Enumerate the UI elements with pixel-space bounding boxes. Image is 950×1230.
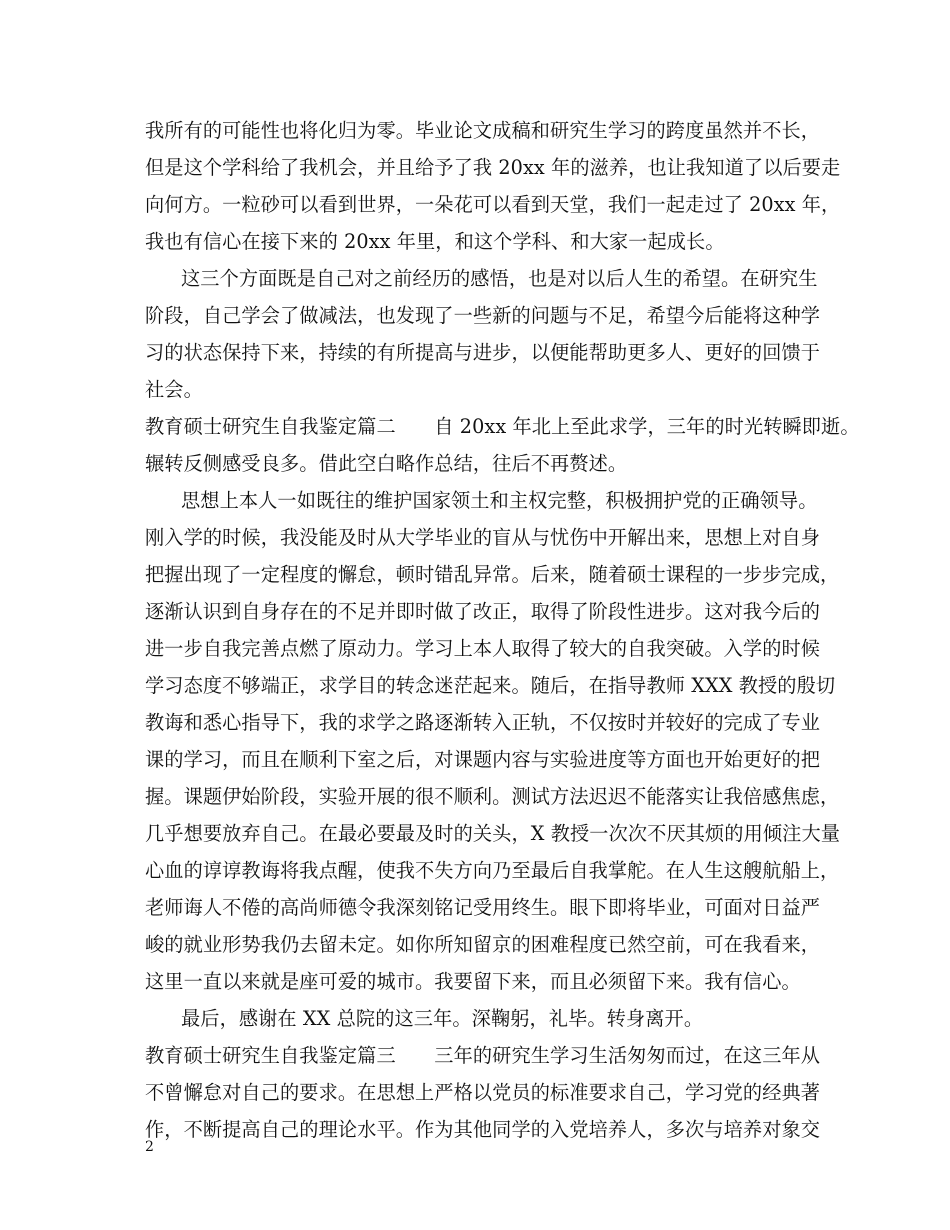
- text-line: 教诲和悉心指导下，我的求学之路逐渐转入正轨，不仅按时并较好的完成了专业: [145, 711, 821, 734]
- text-line: 学习态度不够端正，求学目的转念迷茫起来。随后，在指导教师 XXX 教授的殷切: [145, 674, 836, 697]
- text-line: 我也有信心在接下来的 20xx 年里，和这个学科、和大家一起成长。: [145, 230, 725, 253]
- body-text: [145, 112, 860, 1148]
- text-line: 习的状态保持下来，持续的有所提高与进步，以便能帮助更多人、更好的回馈于: [145, 341, 821, 364]
- text-line: 峻的就业形势我仍去留未定。如你所知留京的困难程度已然空前，可在我看来，: [145, 933, 821, 956]
- text-line: 课的学习，而且在顺利下室之后，对课题内容与实验进度等方面也开始更好的把: [145, 748, 821, 771]
- text-line: 作，不断提高自己的理论水平。作为其他同学的入党培养人，多次与培养对象交: [145, 1118, 821, 1141]
- text-line: 老师诲人不倦的高尚师德令我深刻铭记受用终生。眼下即将毕业，可面对日益严: [145, 896, 821, 919]
- text-line: 不曾懈怠对自己的要求。在思想上严格以党员的标准要求自己，学习党的经典著: [145, 1081, 821, 1104]
- text-line: 把握出现了一定程度的懈怠，顿时错乱异常。后来，随着硕士课程的一步步完成，: [145, 563, 840, 586]
- paragraph-start-line: 最后，感谢在 XX 总院的这三年。深鞠躬，礼毕。转身离开。: [181, 1007, 704, 1030]
- text-line: 社会。: [145, 378, 203, 401]
- text-line: 进一步自我完善点燃了原动力。学习上本人取得了较大的自我突破。入学的时候: [145, 637, 821, 660]
- text-line: 向何方。一粒砂可以看到世界，一朵花可以看到天堂，我们一起走过了 20xx 年，: [145, 193, 841, 216]
- page-number: 2: [145, 1139, 154, 1155]
- text-line: 几乎想要放弃自己。在最必要最及时的关头，X 教授一次次不厌其烦的用倾注大量: [145, 822, 841, 845]
- text-line: 逐渐认识到自身存在的不足并即时做了改正，取得了阶段性进步。这对我今后的: [145, 600, 821, 623]
- text-line: 我所有的可能性也将化归为零。毕业论文成稿和研究生学习的跨度虽然并不长，: [145, 119, 821, 142]
- section-heading-line: 教育硕士研究生自我鉴定篇二 自 20xx 年北上至此求学，三年的时光转瞬即逝。: [145, 415, 860, 438]
- paragraph-start-line: 思想上本人一如既往的维护国家领土和主权完整，积极拥护党的正确领导。: [181, 489, 818, 512]
- text-line: 但是这个学科给了我机会，并且给予了我 20xx 年的滋养，也让我知道了以后要走: [145, 156, 841, 179]
- section-heading-line: 教育硕士研究生自我鉴定篇三 三年的研究生学习生活匆匆而过，在这三年从: [145, 1044, 821, 1067]
- text-line: 心血的谆谆教诲将我点醒，使我不失方向乃至最后自我掌舵。在人生这艘航船上，: [145, 859, 840, 882]
- text-line: 这里一直以来就是座可爱的城市。我要留下来，而且必须留下来。我有信心。: [145, 970, 801, 993]
- text-line: 握。课题伊始阶段，实验开展的很不顺利。测试方法迟迟不能落实让我倍感焦虑，: [145, 785, 840, 808]
- text-line: 辗转反侧感受良多。借此空白略作总结，往后不再赘述。: [145, 452, 628, 475]
- text-line: 刚入学的时候，我没能及时从大学毕业的盲从与忧伤中开解出来，思想上对自身: [145, 526, 821, 549]
- text-line: 阶段，自己学会了做减法，也发现了一些新的问题与不足，希望今后能将这种学: [145, 304, 821, 327]
- paragraph-start-line: 这三个方面既是自己对之前经历的感悟，也是对以后人生的希望。在研究生: [181, 267, 818, 290]
